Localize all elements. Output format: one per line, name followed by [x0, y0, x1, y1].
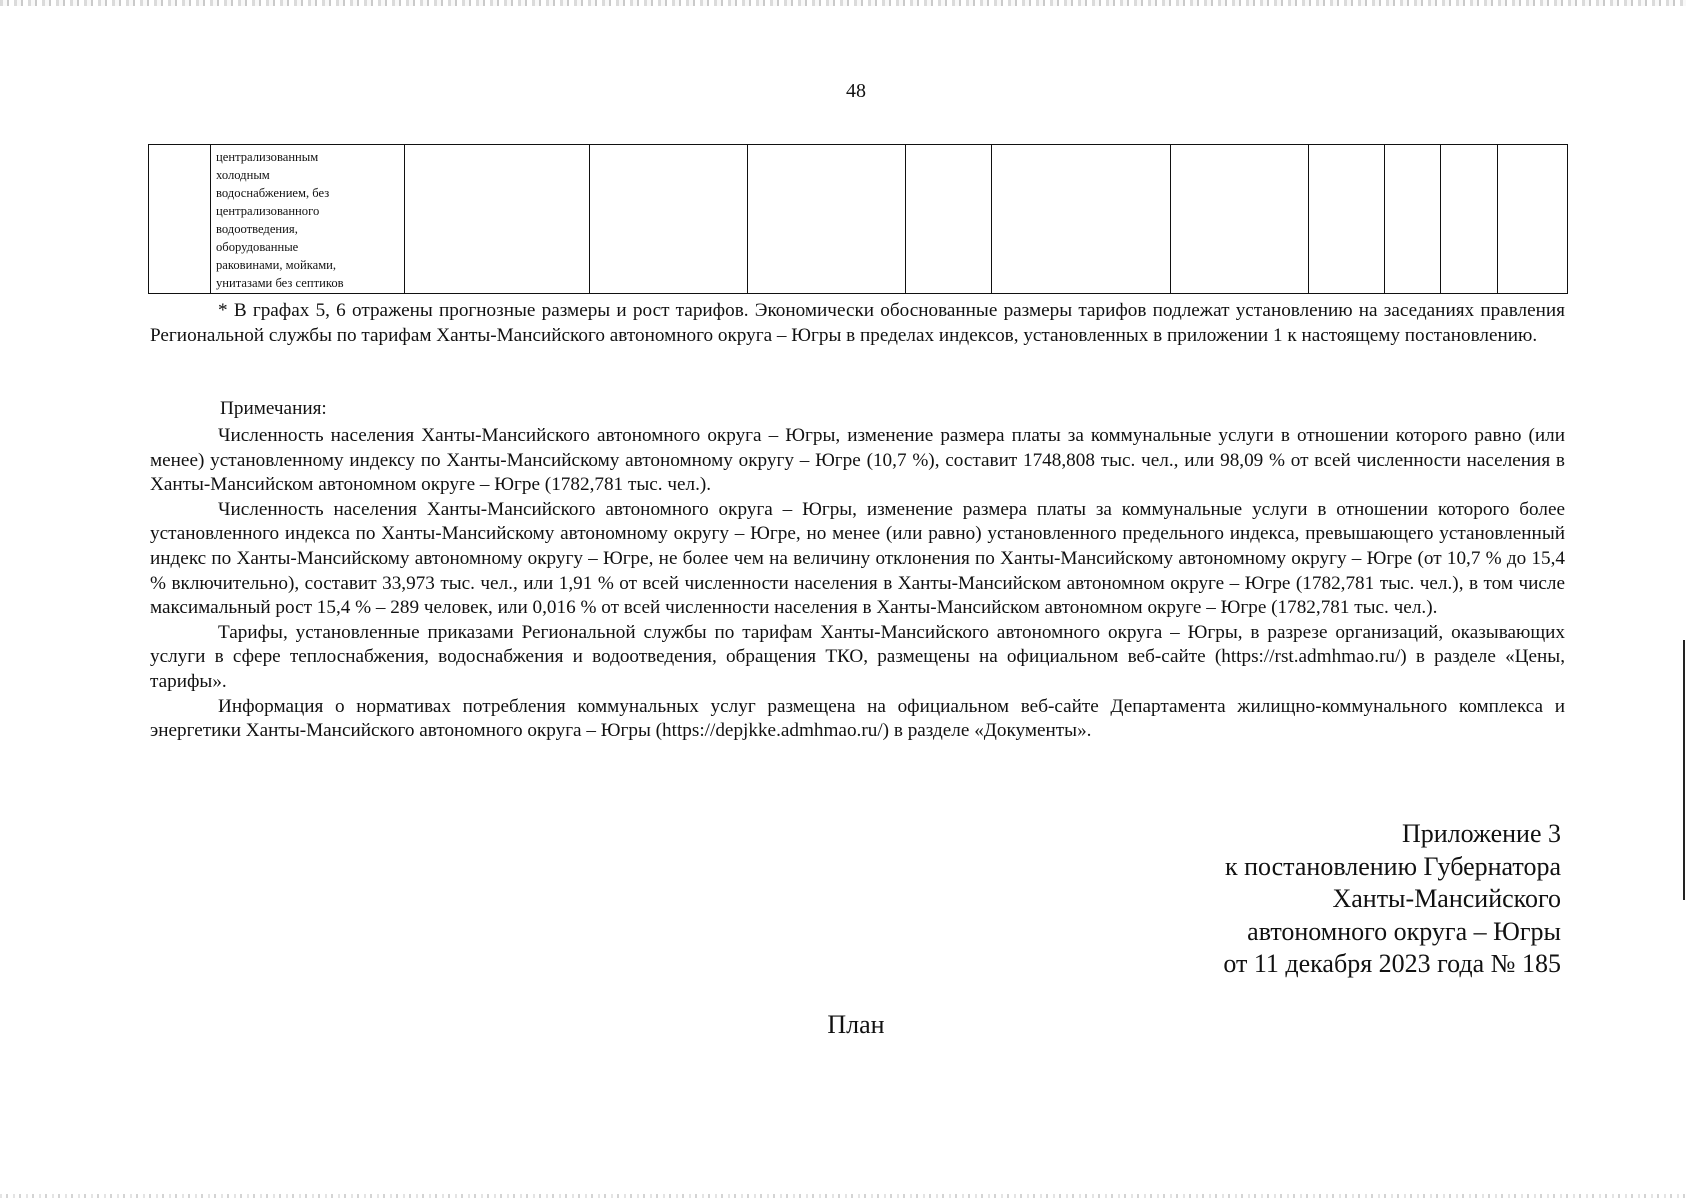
footnote: [150, 299, 1565, 348]
table-cell: [1498, 145, 1568, 294]
page-number: 48: [846, 80, 866, 102]
appendix-line: к постановлению Губернатора: [1224, 851, 1561, 881]
appendix-line: Приложение 3: [1401, 819, 1561, 848]
appendix-line: автономного округа – Югры: [1247, 916, 1561, 946]
plan-title: План: [827, 1010, 885, 1039]
table-cell: [992, 145, 1171, 294]
scan-edge-top: [0, 0, 1686, 6]
appendix-heading: [1050, 818, 1561, 981]
table-cell: [906, 145, 992, 294]
table-cell: [1441, 145, 1498, 294]
note-paragraph-3: Тарифы, установленные приказами Региональной службы по тарифам Ханты-Мансийского автономного округа – Югры, в разрезе организаций, оказывающих услуги в сфере теплоснабжения, водоснабжения и водоотведения, обращения ТКО, размещены на официальном веб-сайте (https://rst.admhmao.ru/) в разделе «Цены, тарифы».: [150, 621, 1565, 692]
row-description-text: централизованным холодным водоснабжением, без централизованного водоотведения, оборудованные раковинами, мойками, унитазами без септиков: [216, 150, 344, 290]
notes-title: Примечания:: [220, 398, 327, 419]
table-cell: [1309, 145, 1385, 294]
continuation-table: [148, 144, 1568, 294]
table-cell-number: [149, 145, 211, 294]
note-paragraph-1: Численность населения Ханты-Мансийского автономного округа – Югры, изменение размера платы за коммунальные услуги в отношении которого равно (или менее) установленному индексу по Ханты-Мансийскому автономному округу – Югре (10,7 %), составит 1748,808 тыс. чел., или 98,09 % от всей численности населения в Ханты-Мансийском автономном округе – Югре (1782,781 тыс. чел.).: [150, 425, 1565, 496]
table-cell: [590, 145, 748, 294]
table-cell: [1171, 145, 1309, 294]
appendix-line: от 11 декабря 2023 года № 185: [1223, 949, 1561, 978]
table-cell: [405, 145, 590, 294]
table-cell: [748, 145, 906, 294]
table-row: [149, 145, 1568, 294]
table-cell: [1385, 145, 1441, 294]
footnote-text: * В графах 5, 6 отражены прогнозные размеры и рост тарифов. Экономически обоснованные размеры тарифов подлежат установлению на заседаниях правления Региональной службы по тарифам Ханты-Мансийского автономного округа – Югры в пределах индексов, установленных в приложении 1 к настоящему постановлению.: [150, 300, 1565, 346]
note-paragraph-4: Информация о нормативах потребления коммунальных услуг размещена на официальном веб-сайте Департамента жилищно-коммунального комплекса и энергетики Ханты-Мансийского автономного округа – Югры (https://depjkke.admhmao.ru/) в разделе «Документы».: [150, 695, 1565, 742]
scan-edge-right: [1683, 640, 1685, 900]
table-cell-description: [211, 145, 405, 294]
scan-edge-bottom: [0, 1194, 1686, 1198]
appendix-line: Ханты-Мансийского: [1332, 884, 1561, 913]
notes-body: [150, 424, 1565, 744]
note-paragraph-2: Численность населения Ханты-Мансийского автономного округа – Югры, изменение размера платы за коммунальные услуги в отношении которого более установленного индекса по Ханты-Мансийскому автономному округу – Югре, но менее (или равно) установленного предельного индекса, превышающего установленный индекс по Ханты-Мансийскому автономному округу – Югре, не более чем на величину отклонения по Ханты-Мансийскому автономному округу – Югре (от 10,7 % до 15,4 % включительно), составит 33,973 тыс. чел., или 1,91 % от всей численности населения в Ханты-Мансийском автономном округе – Югре (1782,781 тыс. чел.), в том числе максимальный рост 15,4 % – 289 человек, или 0,016 % от всей численности населения в Ханты-Мансийском автономном округе – Югре (1782,781 тыс. чел.).: [150, 498, 1565, 619]
